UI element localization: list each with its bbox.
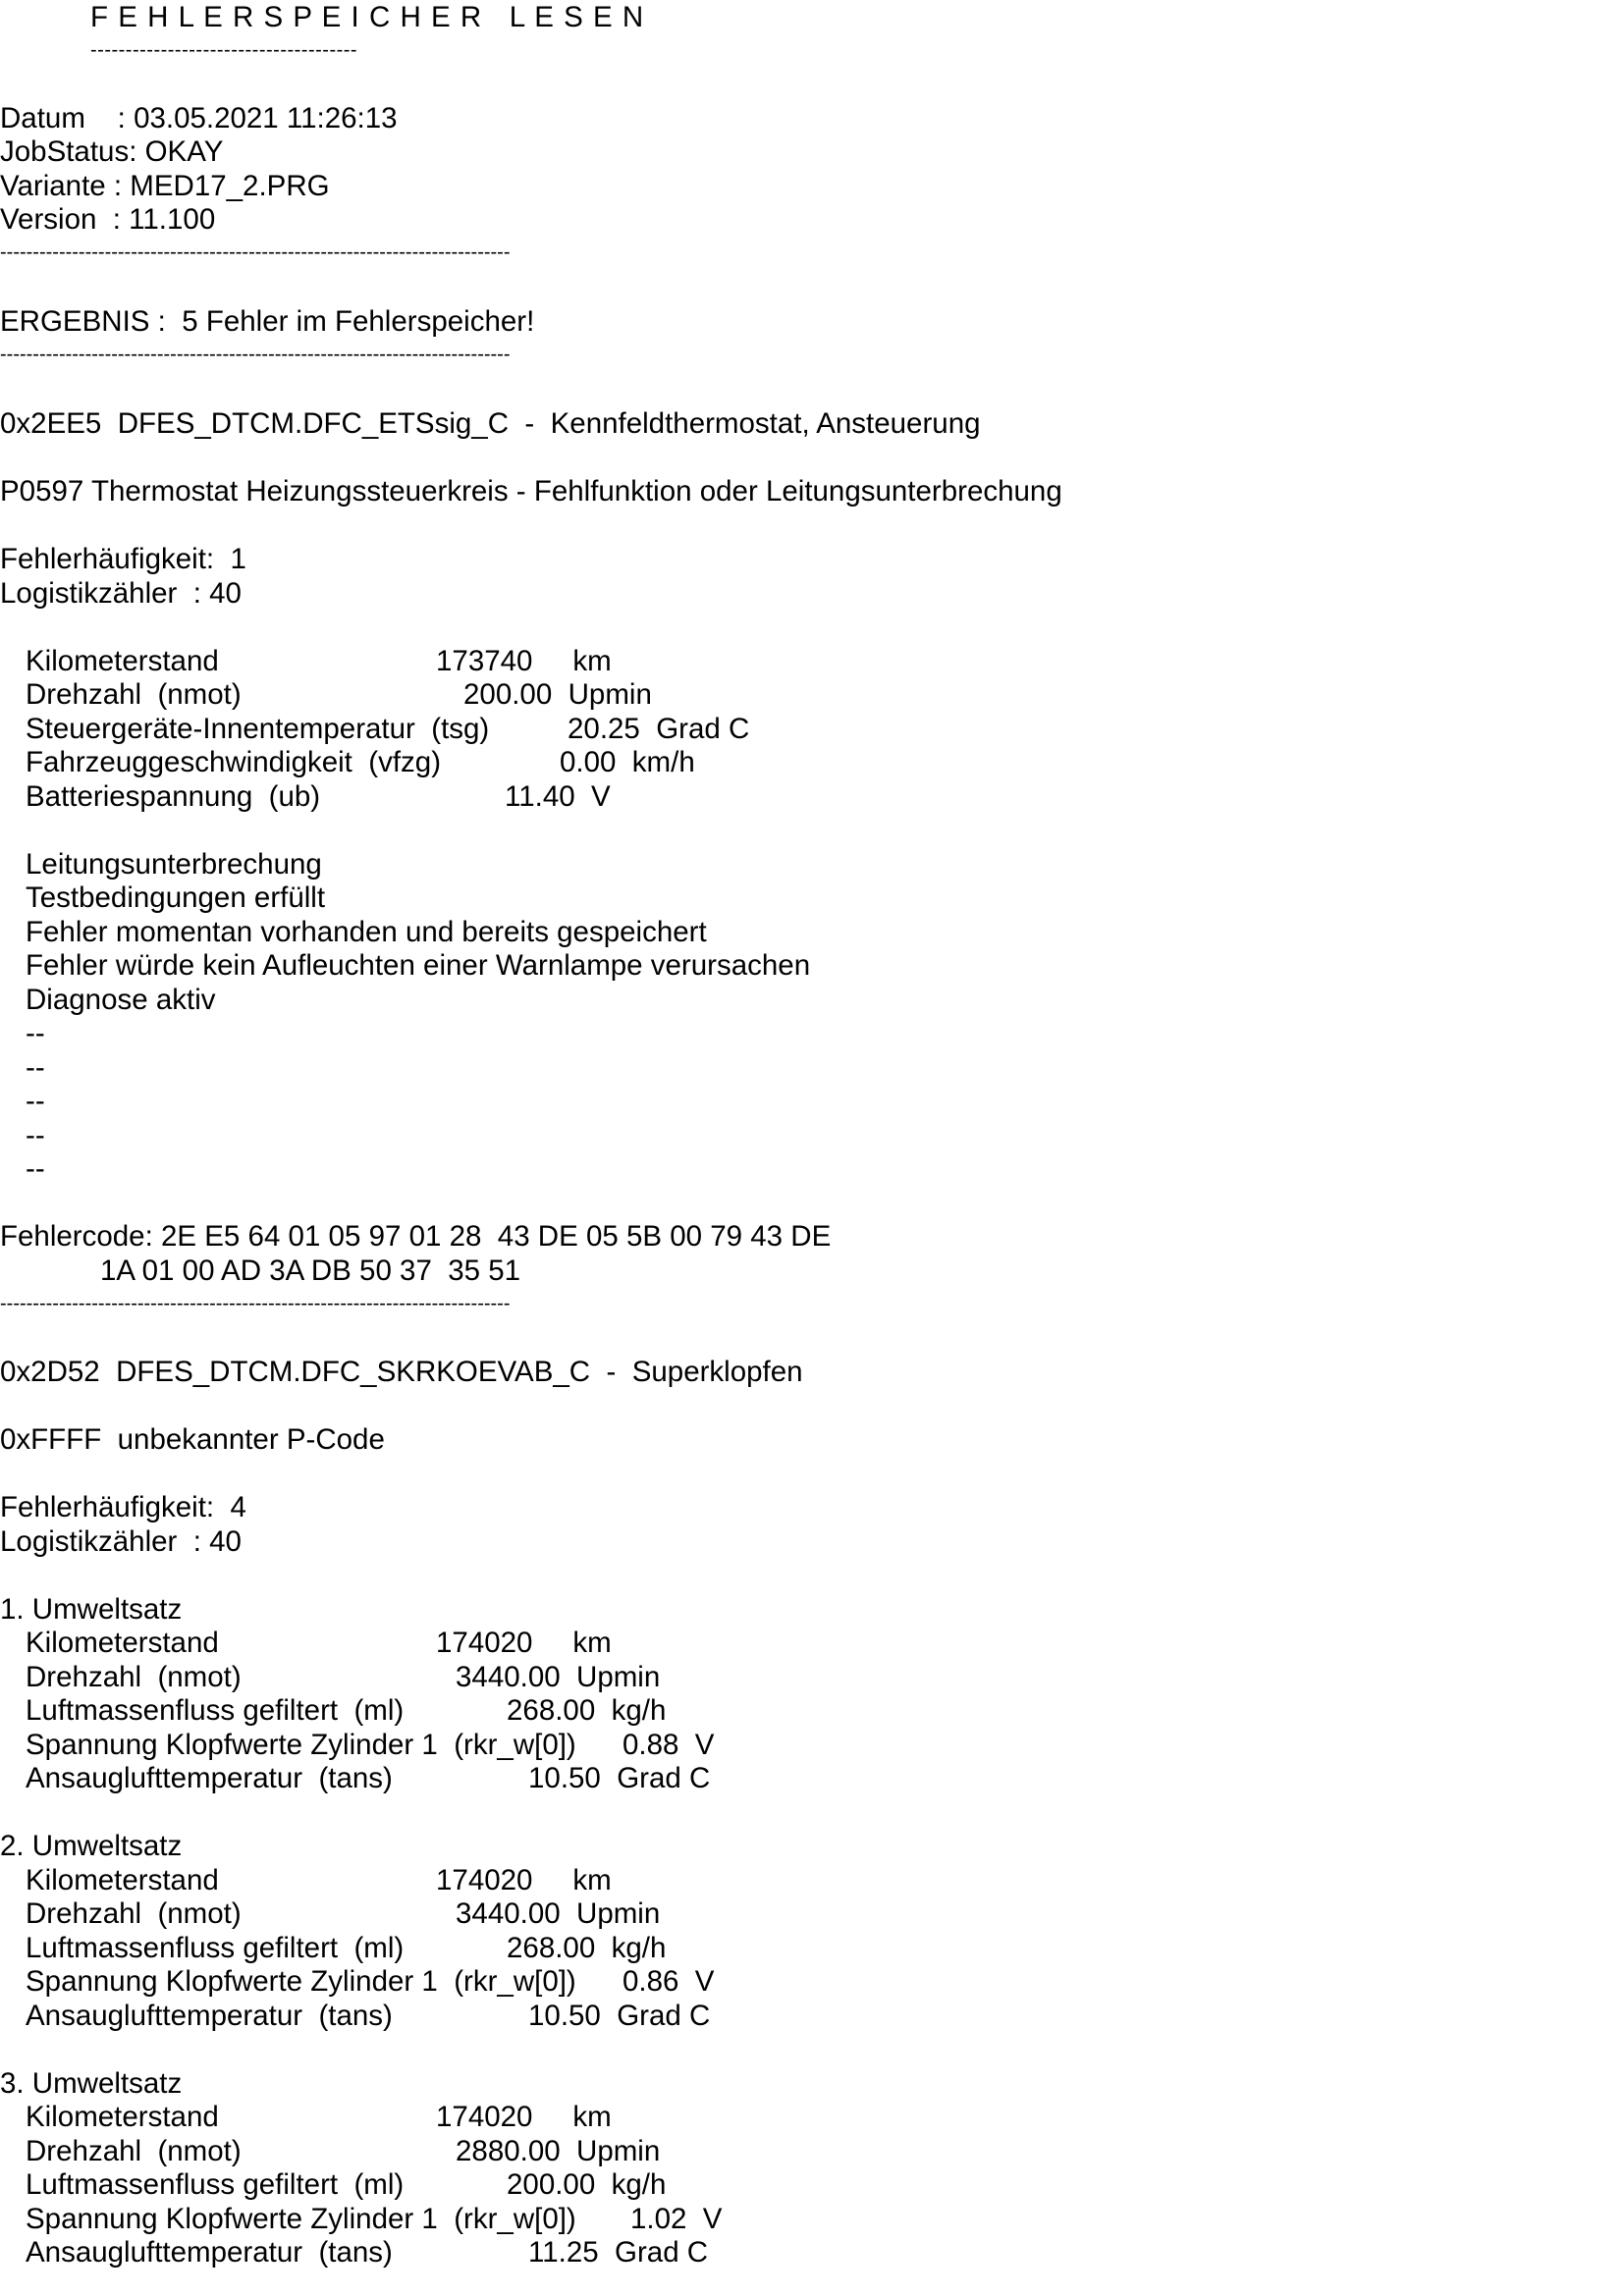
fault2-haeufigkeit: Fehlerhäufigkeit: 4 bbox=[0, 1491, 246, 1523]
env-value: 0.00 km/h bbox=[560, 746, 695, 778]
env-label: Drehzahl (nmot) bbox=[26, 678, 242, 711]
version-line: Version : 11.100 bbox=[0, 203, 216, 236]
status-line: Testbedingungen erfüllt bbox=[26, 881, 326, 914]
fault2-header: 0x2D52 DFES_DTCM.DFC_SKRKOEVAB_C - Superklopfen bbox=[0, 1356, 803, 1388]
env-label: Ansauglufttemperatur (tans) bbox=[26, 2000, 393, 2032]
status-line: -- bbox=[26, 1119, 45, 1151]
env-label: Spannung Klopfwerte Zylinder 1 (rkr_w[0]) bbox=[26, 1729, 576, 1761]
fault1-logistik: Logistikzähler : 40 bbox=[0, 577, 242, 610]
status-line: Fehler momentan vorhanden und bereits gespeichert bbox=[26, 916, 707, 948]
env-value: 268.00 kg/h bbox=[507, 1694, 667, 1727]
status-line: Leitungsunterbrechung bbox=[26, 848, 322, 881]
env-label: Drehzahl (nmot) bbox=[26, 1897, 242, 1930]
fault1-code-line1: Fehlercode: 2E E5 64 01 05 97 01 28 43 DE 05 5B 00 79 43 DE bbox=[0, 1220, 832, 1253]
env-label: Batteriespannung (ub) bbox=[26, 780, 321, 813]
env-value: 174020 km bbox=[436, 1627, 612, 1659]
env-label: Luftmassenfluss gefiltert (ml) bbox=[26, 2168, 405, 2201]
status-line: -- bbox=[26, 1051, 45, 1084]
env-label: Ansauglufttemperatur (tans) bbox=[26, 1762, 393, 1794]
umweltsatz-title: 1. Umweltsatz bbox=[0, 1593, 183, 1626]
env-value: 3440.00 Upmin bbox=[456, 1661, 661, 1693]
env-label: Luftmassenfluss gefiltert (ml) bbox=[26, 1694, 405, 1727]
separator-rule: ------------------------------------------------------------------------------ bbox=[0, 1293, 511, 1314]
env-value: 2880.00 Upmin bbox=[456, 2135, 661, 2167]
fault1-pcode: P0597 Thermostat Heizungssteuerkreis - Fehlfunktion oder Leitungsunterbrechung bbox=[0, 475, 1062, 507]
env-label: Kilometerstand bbox=[26, 2101, 219, 2133]
jobstatus-line: JobStatus: OKAY bbox=[0, 135, 224, 168]
status-line: Diagnose aktiv bbox=[26, 984, 216, 1016]
env-label: Spannung Klopfwerte Zylinder 1 (rkr_w[0]) bbox=[26, 1965, 576, 1998]
umweltsatz-title: 3. Umweltsatz bbox=[0, 2067, 183, 2100]
env-value: 200.00 Upmin bbox=[463, 678, 652, 711]
env-value: 268.00 kg/h bbox=[507, 1932, 667, 1964]
env-value: 174020 km bbox=[436, 1864, 612, 1896]
env-value: 1.02 V bbox=[630, 2203, 723, 2235]
separator-rule: ------------------------------------------------------------------------------ bbox=[0, 344, 511, 365]
env-label: Kilometerstand bbox=[26, 1864, 219, 1896]
env-value: 174020 km bbox=[436, 2101, 612, 2133]
variante-line: Variante : MED17_2.PRG bbox=[0, 170, 330, 202]
env-label: Kilometerstand bbox=[26, 1627, 219, 1659]
fault1-header: 0x2EE5 DFES_DTCM.DFC_ETSsig_C - Kennfeldthermostat, Ansteuerung bbox=[0, 407, 981, 440]
fault2-logistik: Logistikzähler : 40 bbox=[0, 1525, 242, 1558]
env-value: 3440.00 Upmin bbox=[456, 1897, 661, 1930]
fault1-haeufigkeit: Fehlerhäufigkeit: 1 bbox=[0, 543, 246, 575]
status-line: -- bbox=[26, 1152, 45, 1185]
env-label: Spannung Klopfwerte Zylinder 1 (rkr_w[0]) bbox=[26, 2203, 576, 2235]
env-label: Kilometerstand bbox=[26, 645, 219, 677]
env-value: 11.40 V bbox=[505, 780, 611, 813]
env-value: 0.88 V bbox=[623, 1729, 715, 1761]
status-line: -- bbox=[26, 1017, 45, 1049]
env-label: Fahrzeuggeschwindigkeit (vfzg) bbox=[26, 746, 442, 778]
env-label: Steuergeräte-Innentemperatur (tsg) bbox=[26, 713, 490, 745]
env-label: Drehzahl (nmot) bbox=[26, 1661, 242, 1693]
env-value: 173740 km bbox=[436, 645, 612, 677]
fault1-code-line2: 1A 01 00 AD 3A DB 50 37 35 51 bbox=[100, 1255, 521, 1287]
datum-line: Datum : 03.05.2021 11:26:13 bbox=[0, 102, 398, 134]
env-value: 10.50 Grad C bbox=[528, 1762, 711, 1794]
report-title: F E H L E R S P E I C H E R L E S E N bbox=[90, 1, 645, 33]
separator-rule: ------------------------------------------------------------------------------ bbox=[0, 241, 511, 263]
env-value: 11.25 Grad C bbox=[528, 2236, 709, 2269]
env-label: Drehzahl (nmot) bbox=[26, 2135, 242, 2167]
env-label: Luftmassenfluss gefiltert (ml) bbox=[26, 1932, 405, 1964]
status-line: -- bbox=[26, 1085, 45, 1117]
env-label: Ansauglufttemperatur (tans) bbox=[26, 2236, 393, 2269]
env-value: 20.25 Grad C bbox=[568, 713, 750, 745]
env-value: 200.00 kg/h bbox=[507, 2168, 667, 2201]
title-underline: -------------------------------------- bbox=[90, 39, 358, 61]
status-line: Fehler würde kein Aufleuchten einer Warnlampe verursachen bbox=[26, 949, 811, 982]
env-value: 0.86 V bbox=[623, 1965, 715, 1998]
umweltsatz-title: 2. Umweltsatz bbox=[0, 1830, 183, 1862]
ergebnis-line: ERGEBNIS : 5 Fehler im Fehlerspeicher! bbox=[0, 305, 535, 338]
env-value: 10.50 Grad C bbox=[528, 2000, 711, 2032]
fault2-pcode: 0xFFFF unbekannter P-Code bbox=[0, 1423, 385, 1456]
